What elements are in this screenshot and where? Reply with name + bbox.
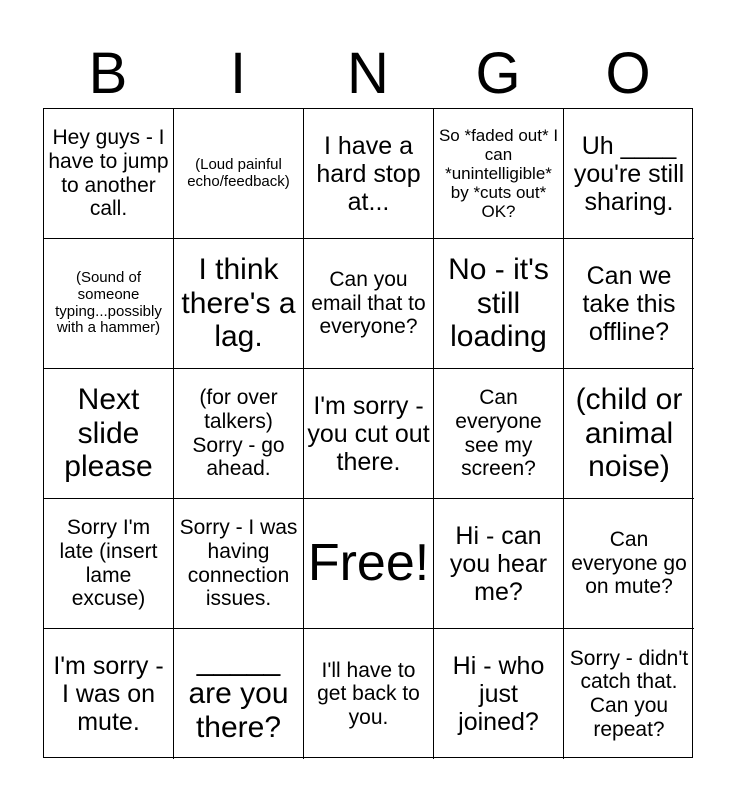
header-letter-b: B	[88, 41, 128, 106]
bingo-cell[interactable]	[434, 629, 564, 759]
header-letter-g: G	[475, 41, 521, 106]
bingo-cell[interactable]	[434, 369, 564, 499]
cell-text: Can you email that to everyone?	[311, 268, 426, 339]
cell-text: Sorry - didn't catch that. Can you repeat?	[569, 646, 689, 741]
bingo-cell[interactable]	[304, 629, 434, 759]
cell-text: I'm sorry - I was on mute.	[53, 652, 164, 736]
bingo-cell[interactable]	[434, 239, 564, 369]
bingo-cell[interactable]	[44, 499, 174, 629]
header-letter-n: N	[347, 41, 389, 106]
cell-text: I'm sorry - you cut out there.	[307, 391, 430, 476]
cell-text: (for over talkers) Sorry - go ahead.	[192, 386, 285, 481]
bingo-cell[interactable]	[174, 499, 304, 629]
bingo-cell[interactable]	[564, 629, 694, 759]
cell-text: Can everyone go on mute?	[571, 528, 687, 599]
cell-text: Can everyone see my screen?	[455, 386, 542, 481]
bingo-cell[interactable]	[564, 499, 694, 629]
cell-text: _____ are you there?	[188, 643, 289, 744]
bingo-cell[interactable]	[564, 369, 694, 499]
cell-text: Hey guys - I have to jump to another call.	[48, 126, 169, 221]
bingo-cell[interactable]	[174, 239, 304, 369]
cell-text: Can we take this offline?	[582, 261, 676, 346]
bingo-card-grid	[43, 108, 693, 758]
cell-text: Sorry I'm late (insert lame excuse)	[59, 516, 158, 611]
bingo-cell[interactable]	[564, 109, 694, 239]
cell-text: No - it's still loading	[448, 253, 549, 354]
bingo-cell[interactable]	[304, 369, 434, 499]
bingo-cell[interactable]	[174, 629, 304, 759]
bingo-cell[interactable]	[434, 109, 564, 239]
cell-text: I have a hard stop at...	[316, 131, 421, 216]
cell-text: Sorry - I was having connection issues.	[179, 516, 298, 611]
cell-text: Uh ____ you're still sharing.	[573, 131, 685, 216]
bingo-cell[interactable]	[434, 499, 564, 629]
free-space-cell[interactable]	[304, 499, 434, 629]
cell-text: Hi - can you hear me?	[449, 521, 548, 606]
cell-text: I'll have to get back to you.	[317, 658, 420, 729]
cell-text: (child or animal noise)	[575, 383, 683, 484]
cell-text: (Sound of someone typing...possibly with a hammer)	[55, 268, 162, 337]
bingo-cell[interactable]	[174, 369, 304, 499]
bingo-cell[interactable]	[44, 629, 174, 759]
cell-text: So *faded out* I can *unintelligible* by *cuts out* OK?	[438, 125, 559, 222]
bingo-header	[43, 40, 693, 108]
header-letter-o: O	[605, 41, 651, 106]
cell-text: Free!	[307, 534, 430, 593]
bingo-cell[interactable]	[564, 239, 694, 369]
bingo-cell[interactable]	[44, 369, 174, 499]
bingo-cell[interactable]	[174, 109, 304, 239]
bingo-cell[interactable]	[304, 239, 434, 369]
bingo-cell[interactable]	[44, 109, 174, 239]
header-letter-i: I	[229, 41, 247, 106]
bingo-cell[interactable]	[304, 109, 434, 239]
bingo-cell[interactable]	[44, 239, 174, 369]
cell-text: Next slide please	[64, 383, 153, 484]
cell-text: (Loud painful echo/feedback)	[187, 155, 290, 190]
cell-text: I think there's a lag.	[181, 253, 296, 354]
cell-text: Hi - who just joined?	[452, 652, 545, 736]
